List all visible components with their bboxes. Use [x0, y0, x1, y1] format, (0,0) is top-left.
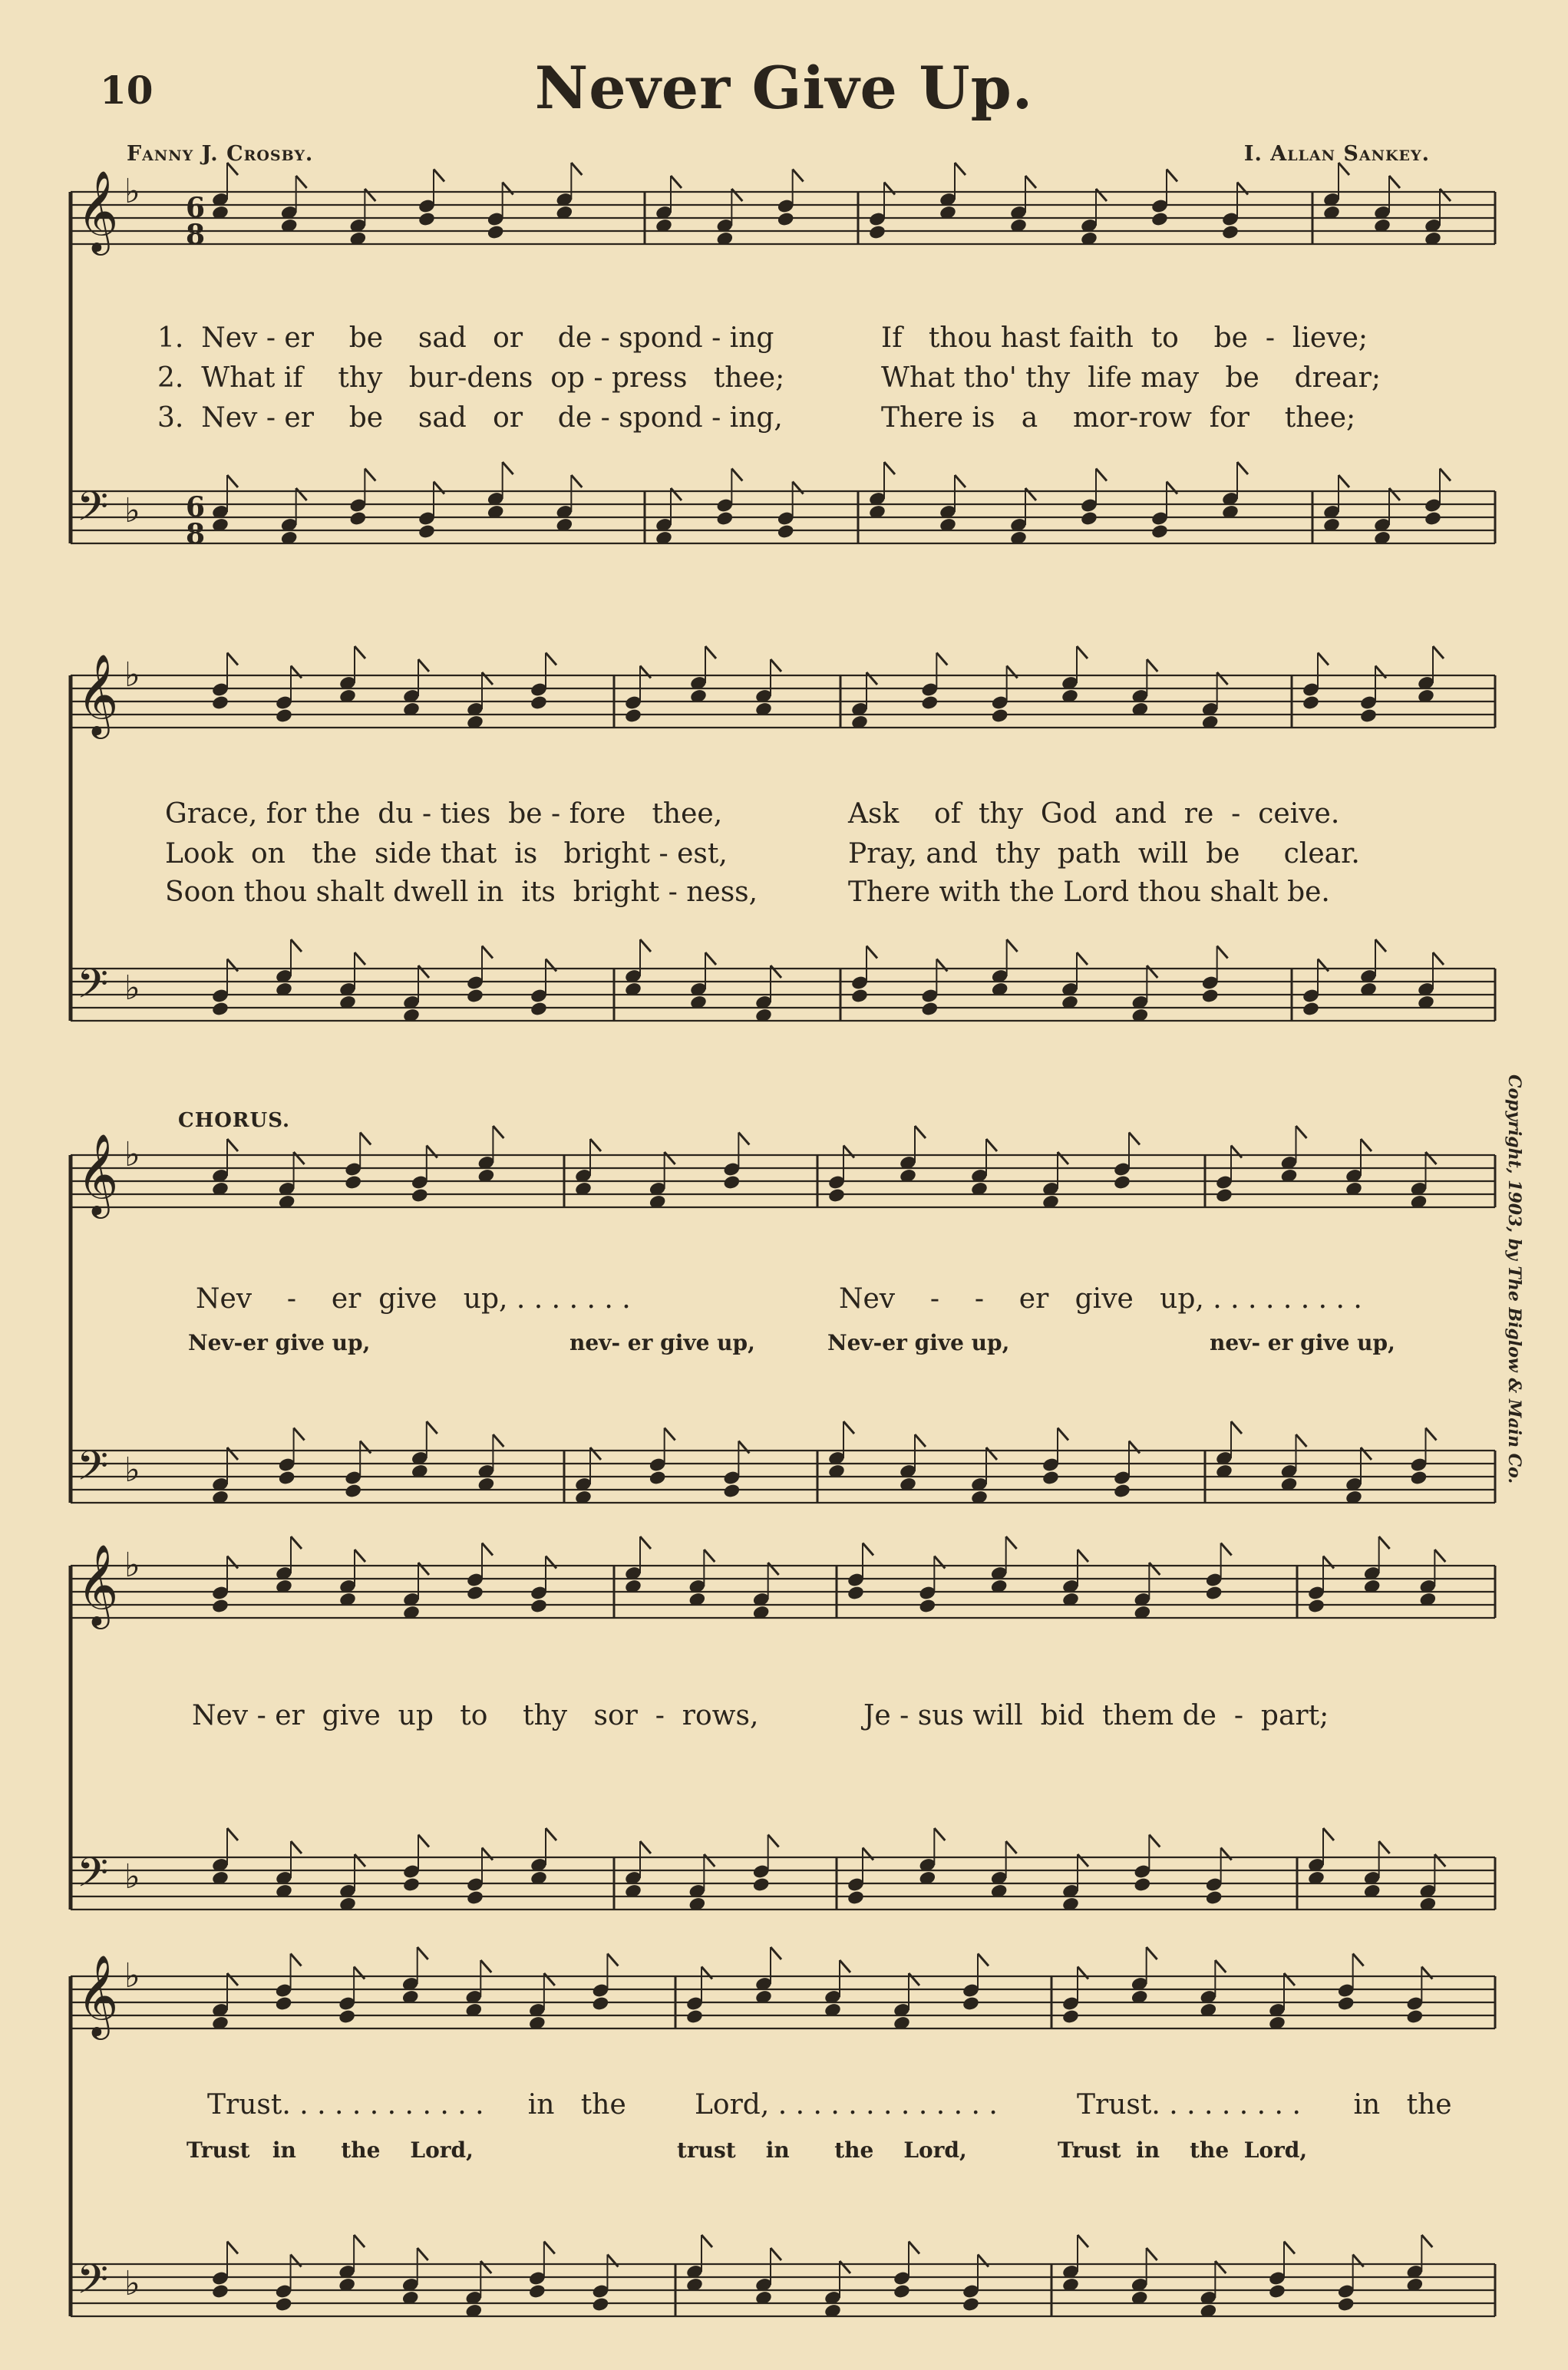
bass-3-flag [546, 1828, 556, 1840]
bass-clef: 𝄢 [77, 484, 109, 540]
bass-3-flag [1221, 1848, 1232, 1860]
hymn-title: Never Give Up. [534, 54, 1034, 122]
treble-3-flag [640, 1537, 651, 1549]
treble-4-flag [1147, 1947, 1157, 1959]
bass-2-flag [1296, 1434, 1307, 1447]
treble-3-note [466, 1585, 484, 1601]
treble-0-flag [671, 176, 682, 188]
treble-0-note [1150, 211, 1169, 227]
treble-1-flag [771, 659, 781, 672]
bass-0-flag [365, 469, 375, 481]
bass-0-flag [1389, 488, 1400, 500]
treble-1-flag [355, 646, 365, 659]
bass-3-note [466, 1890, 484, 1906]
verse-line-3b: There is a mor-row for thee; [881, 402, 1356, 434]
treble-4-flag [544, 1973, 555, 1985]
treble-1-flag [418, 659, 429, 672]
bass-2-flag [1231, 1421, 1242, 1434]
bass-0-flag [571, 475, 582, 487]
time-signature-bottom: 8 [186, 219, 206, 251]
bass-1-flag [1217, 946, 1228, 959]
bass-0-flag [296, 488, 307, 500]
verse-line-2: 2. What if thy bur-dens op - press thee; [157, 362, 785, 394]
treble-2-flag [1426, 1152, 1437, 1164]
lyricist-credit: Fanny J. Crosby. [127, 142, 314, 166]
bass-1-flag [291, 939, 302, 952]
bass-3-flag [1434, 1854, 1445, 1867]
treble-1-flag [705, 646, 716, 659]
bass-0-note [348, 510, 367, 526]
treble-2-note [1113, 1174, 1131, 1190]
treble-clef-flat: ♭ [124, 1956, 140, 1995]
treble-0-flag [1167, 170, 1177, 182]
treble-3-note [1307, 1598, 1325, 1614]
treble-0-flag [296, 176, 307, 188]
bass-2-flag [665, 1428, 675, 1441]
treble-3-flag [1434, 1550, 1445, 1562]
treble-1-flag [227, 653, 238, 665]
bass-1-flag [771, 965, 781, 978]
treble-0-flag [365, 189, 375, 201]
treble-1-note [1359, 708, 1378, 724]
treble-2-flag [1129, 1133, 1140, 1145]
bass-2-flag [843, 1421, 854, 1434]
treble-3-flag [1078, 1550, 1088, 1562]
treble-1-flag [1147, 659, 1157, 672]
chorus-line-3b: Lord, . . . . . . . . . . . . . [695, 2089, 998, 2121]
verse-line-5b: Pray, and thy path will be clear. [848, 838, 1360, 870]
bass-2-flag [590, 1447, 601, 1460]
bass-2-note [1410, 1470, 1428, 1486]
bass-4-flag [1078, 2235, 1088, 2247]
bass-0-flag [503, 462, 513, 474]
treble-2-flag [360, 1133, 371, 1145]
treble-1-flag [1077, 646, 1088, 659]
bass-2-flag [1426, 1428, 1437, 1441]
treble-4-flag [1421, 1967, 1432, 1979]
bass-3-flag [1149, 1835, 1160, 1847]
treble-3-flag [1379, 1537, 1390, 1549]
chorus-line-1: Nev - er give up, . . . . . . . [196, 1283, 631, 1315]
bass-clef: 𝄢 [77, 1850, 109, 1906]
bass-clef: 𝄢 [77, 1443, 109, 1500]
treble-3-flag [291, 1537, 302, 1549]
verse-line-5: Look on the side that is bright - est, [165, 838, 728, 870]
bass-0-flag [1440, 469, 1451, 481]
bass-3-note [402, 1877, 421, 1893]
chorus-line-2: Nev - er give up to thy sor - rows, [192, 1700, 759, 1731]
treble-2-flag [227, 1139, 238, 1151]
bass-4-flag [480, 2261, 491, 2273]
bass-1-flag [1433, 952, 1444, 965]
treble-clef: 𝄞 [77, 653, 119, 735]
treble-3-flag [704, 1550, 715, 1562]
verse-line-6b: There with the Lord thou shalt be. [848, 876, 1330, 908]
chorus-line-1b: Nev - - er give up, . . . . . . . . . [839, 1283, 1362, 1315]
bass-4-flag [354, 2235, 365, 2247]
bass-4-flag [1284, 2242, 1295, 2254]
copyright-text: Copyright, 1903, by The Biglow & Main Co. [1504, 1074, 1524, 1484]
chorus-sub-1c: Nev-er give up, [827, 1330, 1010, 1355]
treble-0-flag [884, 183, 895, 195]
treble-1-note [920, 695, 939, 711]
bass-2-flag [1058, 1428, 1068, 1441]
treble-0-flag [434, 170, 444, 182]
bass-0-flag [671, 488, 682, 500]
treble-1-flag [936, 653, 947, 665]
bass-4-note [962, 2296, 980, 2312]
bass-2-flag [986, 1447, 997, 1460]
bass-1-note [530, 1001, 548, 1017]
treble-clef: 𝄞 [77, 1954, 119, 2036]
treble-0-note [487, 224, 505, 240]
treble-clef-flat: ♭ [124, 1135, 140, 1174]
chorus-line-2b: Je - sus will bid them de - part; [863, 1700, 1329, 1731]
bass-4-note [211, 2283, 229, 2299]
treble-1-flag [1318, 653, 1329, 665]
bass-4-flag [978, 2255, 989, 2267]
bass-1-note [211, 1001, 229, 1017]
bass-4-flag [1147, 2248, 1157, 2260]
treble-0-flag [1096, 189, 1107, 201]
bass-1-note [1201, 988, 1220, 1004]
bass-4-flag [1215, 2261, 1226, 2273]
verse-line-2b: What tho' thy life may be drear; [881, 362, 1381, 394]
treble-3-flag [863, 1543, 873, 1556]
treble-0-note [777, 211, 795, 227]
treble-3-flag [418, 1563, 429, 1575]
bass-0-flag [1237, 462, 1248, 474]
bass-2-note [278, 1470, 296, 1486]
time-signature-top: 6 [186, 192, 206, 224]
treble-4-note [338, 2009, 356, 2025]
time-signature-top: 6 [186, 491, 206, 523]
treble-4-flag [607, 1954, 618, 1966]
chorus-line-3c: Trust. . . . . . . . . in the [1077, 2089, 1452, 2121]
chorus-sub-1b: nev- er give up, [569, 1330, 755, 1355]
treble-0-flag [227, 163, 238, 175]
treble-3-flag [768, 1563, 779, 1575]
treble-3-flag [1149, 1563, 1160, 1575]
treble-2-flag [986, 1139, 997, 1151]
treble-2-flag [493, 1126, 503, 1138]
chorus-label: CHORUS. [178, 1109, 291, 1132]
treble-1-note [1302, 695, 1320, 711]
bass-4-flag [418, 2248, 428, 2260]
treble-clef-flat: ♭ [124, 172, 140, 211]
bass-clef: 𝄢 [77, 2256, 109, 2313]
bass-3-flag [863, 1848, 873, 1860]
bass-3-note [847, 1890, 865, 1906]
treble-0-note [1221, 224, 1240, 240]
bass-4-note [1337, 2296, 1355, 2312]
treble-2-flag [738, 1133, 749, 1145]
treble-0-flag [1025, 176, 1036, 188]
chorus-sub-1d: nev- er give up, [1210, 1330, 1395, 1355]
treble-0-note [418, 211, 436, 227]
bass-0-note [1424, 510, 1442, 526]
bass-0-flag [227, 475, 238, 487]
bass-4-flag [227, 2242, 238, 2254]
treble-4-flag [418, 1947, 428, 1959]
treble-4-flag [1284, 1973, 1295, 1985]
treble-1-note [530, 695, 548, 711]
bass-0-flag [1025, 488, 1036, 500]
treble-4-flag [227, 1973, 238, 1985]
bass-0-flag [1096, 469, 1107, 481]
bass-clef: 𝄢 [77, 961, 109, 1018]
chorus-sub-1: Nev-er give up, [188, 1330, 371, 1355]
bass-clef-flat: ♭ [124, 2264, 140, 2303]
bass-3-flag [418, 1835, 429, 1847]
verse-line-6: Soon thou shalt dwell in its bright - ness, [165, 876, 758, 908]
bass-2-note [1041, 1470, 1060, 1486]
bass-3-note [1133, 1877, 1151, 1893]
verse-line-1: 1. Nev - er be sad or de - spond - ing [157, 322, 774, 354]
treble-0-flag [571, 163, 582, 175]
bass-1-note [1302, 1001, 1320, 1017]
bass-0-note [777, 523, 795, 540]
bass-4-flag [291, 2255, 302, 2267]
bass-1-flag [1147, 965, 1157, 978]
bass-1-flag [640, 939, 651, 952]
treble-4-flag [1078, 1967, 1088, 1979]
verse-line-4: Grace, for the du - ties be - fore thee, [165, 798, 723, 830]
treble-4-flag [1215, 1960, 1226, 1972]
chorus-sub-3b: trust in the Lord, [677, 2137, 967, 2163]
bass-clef-flat: ♭ [124, 1451, 140, 1490]
treble-1-note [624, 708, 642, 724]
treble-2-flag [1361, 1139, 1372, 1151]
bass-4-flag [771, 2248, 781, 2260]
treble-2-flag [1296, 1126, 1307, 1138]
bass-0-flag [731, 469, 742, 481]
bass-4-flag [909, 2242, 919, 2254]
treble-0-flag [1237, 183, 1248, 195]
treble-0-flag [793, 170, 804, 182]
bass-4-note [893, 2283, 911, 2299]
bass-4-note [1268, 2283, 1286, 2299]
treble-4-flag [1353, 1954, 1364, 1966]
treble-4-flag [909, 1973, 919, 1985]
chorus-line-3: Trust. . . . . . . . . . . . in the [207, 2089, 626, 2121]
treble-1-flag [1217, 672, 1228, 685]
bass-1-flag [482, 946, 493, 959]
bass-1-flag [705, 952, 716, 965]
composer-credit: I. Allan Sankey. [1243, 142, 1430, 166]
bass-1-flag [1007, 939, 1018, 952]
treble-3-flag [482, 1543, 493, 1556]
bass-clef-flat: ♭ [124, 969, 140, 1008]
bass-3-flag [640, 1841, 651, 1853]
bass-3-flag [768, 1835, 779, 1847]
bass-0-flag [1339, 475, 1349, 487]
treble-3-note [918, 1598, 936, 1614]
treble-1-flag [867, 672, 877, 685]
bass-1-flag [867, 946, 877, 959]
bass-1-flag [355, 952, 365, 965]
treble-clef: 𝄞 [77, 170, 119, 252]
treble-2-flag [915, 1126, 926, 1138]
treble-4-note [1337, 1995, 1355, 2012]
bass-3-flag [482, 1848, 493, 1860]
treble-4-flag [701, 1967, 712, 1979]
treble-4-note [962, 1995, 980, 2012]
treble-2-note [411, 1187, 429, 1203]
treble-0-note [868, 224, 886, 240]
treble-3-flag [1221, 1543, 1232, 1556]
bass-0-note [1150, 523, 1169, 540]
treble-0-flag [955, 163, 966, 175]
treble-clef-flat: ♭ [124, 1546, 140, 1585]
chorus-sub-3c: Trust in the Lord, [1058, 2137, 1308, 2163]
treble-4-flag [978, 1954, 989, 1966]
treble-4-flag [840, 1960, 850, 1972]
treble-4-note [591, 1995, 609, 2012]
page-number: 10 [100, 68, 153, 113]
bass-4-note [528, 2283, 546, 2299]
bass-4-note [275, 2296, 293, 2312]
bass-1-note [850, 988, 869, 1004]
treble-clef: 𝄞 [77, 1543, 119, 1626]
treble-4-note [685, 2009, 704, 2025]
treble-4-note [275, 1995, 293, 2012]
bass-4-flag [607, 2255, 618, 2267]
bass-1-flag [418, 965, 429, 978]
treble-1-note [275, 708, 293, 724]
bass-0-flag [884, 462, 895, 474]
bass-2-flag [294, 1428, 305, 1441]
bass-4-flag [840, 2261, 850, 2273]
bass-3-flag [1078, 1854, 1088, 1867]
bass-2-flag [1361, 1447, 1372, 1460]
bass-1-note [466, 988, 484, 1004]
bass-clef-flat: ♭ [124, 1857, 140, 1896]
treble-4-flag [354, 1967, 365, 1979]
bass-1-flag [1375, 939, 1386, 952]
treble-3-note [211, 1598, 229, 1614]
verse-line-3: 3. Nev - er be sad or de - spond - ing, [157, 402, 783, 434]
bass-3-flag [355, 1854, 365, 1867]
bass-3-flag [1006, 1841, 1017, 1853]
treble-0-flag [731, 189, 742, 201]
bass-0-note [715, 510, 734, 526]
treble-0-flag [1440, 189, 1451, 201]
treble-2-flag [665, 1152, 675, 1164]
treble-1-note [211, 695, 229, 711]
treble-2-note [827, 1187, 846, 1203]
treble-4-note [1061, 2009, 1080, 2025]
treble-1-note [991, 708, 1009, 724]
treble-2-flag [294, 1152, 305, 1164]
bass-1-note [920, 1001, 939, 1017]
treble-1-flag [546, 653, 556, 665]
treble-0-flag [1339, 163, 1349, 175]
bass-2-flag [227, 1447, 238, 1460]
treble-0-flag [1389, 176, 1400, 188]
verse-line-1b: If thou hast faith to be - lieve; [881, 322, 1368, 354]
bass-2-flag [915, 1434, 926, 1447]
treble-4-note [1405, 2009, 1424, 2025]
treble-1-flag [482, 672, 493, 685]
copyright-notice [1497, 1074, 1527, 1550]
bass-2-flag [427, 1421, 437, 1434]
bass-4-note [591, 2296, 609, 2312]
bass-3-note [1205, 1890, 1223, 1906]
bass-1-flag [1077, 952, 1088, 965]
treble-2-flag [590, 1139, 601, 1151]
chorus-sub-3: Trust in the Lord, [187, 2137, 474, 2163]
bass-4-flag [701, 2235, 712, 2247]
bass-2-flag [493, 1434, 503, 1447]
bass-3-flag [934, 1828, 945, 1840]
treble-3-note [847, 1585, 865, 1601]
treble-4-flag [291, 1954, 302, 1966]
treble-0-flag [503, 183, 513, 195]
bass-0-note [1080, 510, 1098, 526]
bass-0-flag [955, 475, 966, 487]
bass-3-flag [1379, 1841, 1390, 1853]
treble-2-flag [1058, 1152, 1068, 1164]
bass-2-note [344, 1483, 362, 1499]
treble-3-flag [1006, 1537, 1017, 1549]
treble-3-flag [355, 1550, 365, 1562]
bass-3-flag [227, 1828, 238, 1840]
treble-2-note [344, 1174, 362, 1190]
bass-3-flag [291, 1841, 302, 1853]
bass-4-flag [1421, 2235, 1432, 2247]
bass-3-flag [1323, 1828, 1334, 1840]
bass-2-note [649, 1470, 667, 1486]
bass-4-flag [544, 2242, 555, 2254]
bass-2-note [722, 1483, 741, 1499]
treble-clef-flat: ♭ [124, 655, 140, 695]
bass-2-note [1113, 1483, 1131, 1499]
treble-4-flag [771, 1947, 781, 1959]
bass-4-flag [1353, 2255, 1364, 2267]
bass-clef-flat: ♭ [124, 491, 140, 530]
treble-1-flag [1433, 646, 1444, 659]
treble-2-note [722, 1174, 741, 1190]
bass-3-note [752, 1877, 771, 1893]
treble-clef: 𝄞 [77, 1133, 119, 1215]
time-signature-bottom: 8 [186, 518, 206, 550]
treble-3-note [1205, 1585, 1223, 1601]
bass-3-flag [704, 1854, 715, 1867]
treble-4-flag [480, 1960, 491, 1972]
verse-line-4b: Ask of thy God and re - ceive. [848, 798, 1340, 830]
treble-3-note [530, 1598, 548, 1614]
treble-2-note [1215, 1187, 1233, 1203]
bass-0-note [418, 523, 436, 540]
